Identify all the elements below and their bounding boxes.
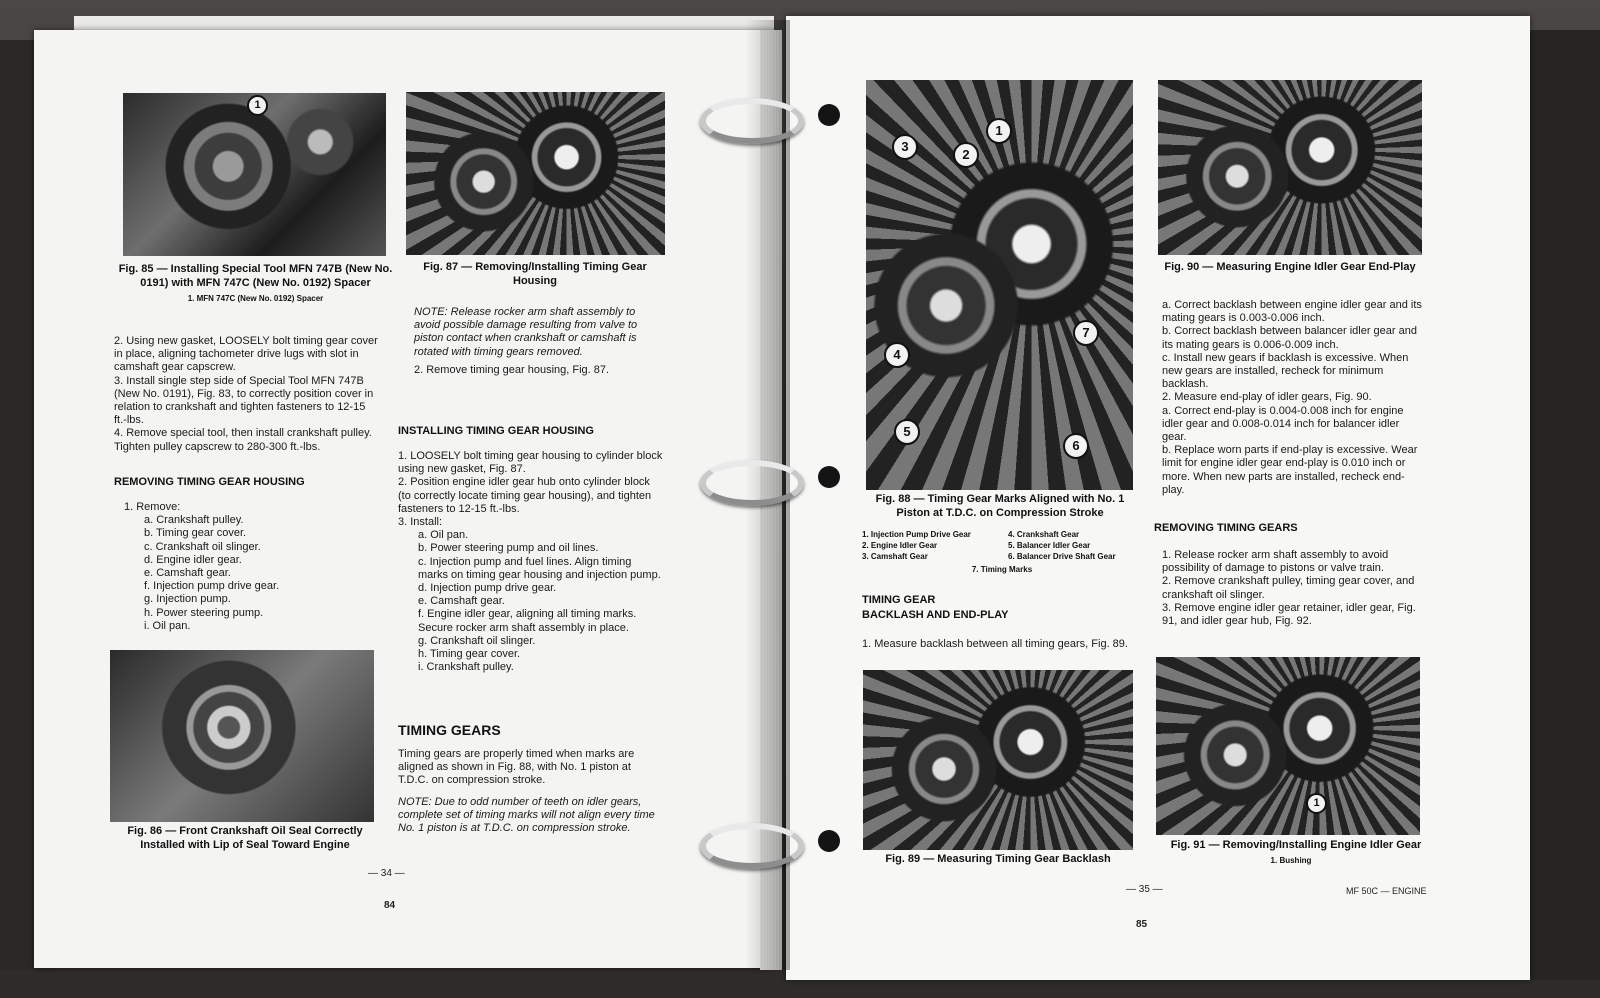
left-page — [34, 30, 776, 968]
legend-item: 6. Balancer Drive Shaft Gear — [1008, 552, 1116, 561]
fig91-callout: 1 — [1306, 793, 1327, 814]
spec-item: b. Correct backlash between balancer idler gear and its mating gears is 0.006-0.009 inch. — [1162, 325, 1417, 351]
fig85-caption: Fig. 85 — Installing Special Tool MFN 747B (New No. 0191) with MFN 747C (New No. 0192) Spacer — [118, 263, 393, 289]
install-item: a. Oil pan. — [418, 529, 469, 542]
fig87-photo — [406, 92, 665, 255]
removing-step: 2. Remove crankshaft pulley, timing gear cover, and crankshaft oil slinger. — [1162, 575, 1415, 601]
remove-item: b. Timing gear cover. — [144, 527, 247, 540]
spec-item: 2. Measure end-play of idler gears, Fig. 90. — [1162, 391, 1372, 404]
remove-item: d. Engine idler gear. — [144, 553, 242, 566]
removing-gears-steps — [1154, 549, 1426, 628]
legend-item: 2. Engine Idler Gear — [862, 541, 938, 550]
install-step: 3. Install: — [398, 516, 443, 529]
remove-intro: 1. Remove: — [124, 501, 181, 513]
install-step: 2. Position engine idler gear hub onto cylinder block (to correctly locate timing gear housing), and tighten fasteners to 12-15 ft.-lbs. — [398, 476, 652, 515]
fig88-callout-3: 3 — [892, 134, 918, 160]
fig89-caption: Fig. 89 — Measuring Timing Gear Backlash — [885, 853, 1111, 865]
fig88-caption: Fig. 88 — Timing Gear Marks Aligned with No. 1 Piston at T.D.C. on Compression Stroke — [875, 493, 1125, 519]
install-item: c. Injection pump and fuel lines. Align timing marks on timing gear housing and injection pump. — [418, 555, 661, 581]
fig88-callout-7: 7 — [1073, 320, 1099, 346]
install-item: e. Camshaft gear. — [418, 595, 505, 608]
fig86-caption: Fig. 86 — Front Crankshaft Oil Seal Correctly Installed with Lip of Seal Toward Engine — [127, 825, 363, 851]
binder-ring-top — [700, 98, 804, 144]
fig88-legend-right — [1008, 529, 1140, 562]
timing-gears-heading: TIMING GEARS — [398, 722, 501, 738]
fig86-photo — [110, 650, 374, 822]
remove-item: a. Crankshaft pulley. — [144, 514, 244, 527]
step-3: 3. Install single step side of Special Tool MFN 747B (New No. 0191), Fig. 83, to correctly position cover in relation to crankshaft and tighten fasteners to 12-15 ft.-lbs. — [114, 374, 374, 427]
punch-hole-bottom — [818, 830, 840, 852]
removing-gears-heading: REMOVING TIMING GEARS — [1154, 522, 1298, 534]
note-odd-teeth: NOTE: Due to odd number of teeth on idler gears, complete set of timing marks will not align every time No. 1 piston is at T.D.C. on compression stroke. — [398, 796, 655, 835]
remove-item: g. Injection pump. — [144, 593, 231, 606]
legend-item: 3. Camshaft Gear — [862, 552, 928, 561]
note-rocker-arm: NOTE: Release rocker arm shaft assembly to avoid possible damage resulting from valve to piston contact when crankshaft or camshaft is rotated with timing gears removed. — [414, 306, 638, 358]
removing-step: 1. Release rocker arm shaft assembly to avoid possibility of damage to pistons or valve train. — [1162, 549, 1389, 575]
fig91-caption: Fig. 91 — Removing/Installing Engine Idler Gear — [1170, 839, 1422, 851]
fig87-caption: Fig. 87 — Removing/Installing Timing Gear Housing — [423, 261, 647, 287]
legend-item: 5. Balancer Idler Gear — [1008, 541, 1091, 550]
install-item: d. Injection pump drive gear. — [418, 582, 557, 595]
fig85-callout: 1 — [247, 95, 268, 116]
fig88-callout-5: 5 — [894, 419, 920, 445]
binder-cover-right — [1530, 30, 1600, 980]
removing-housing-heading: REMOVING TIMING GEAR HOUSING — [114, 476, 305, 488]
punch-hole-middle — [818, 466, 840, 488]
fig89-photo — [863, 670, 1133, 850]
binder-ring-bottom — [700, 823, 804, 869]
remove-item: c. Crankshaft oil slinger. — [144, 540, 261, 553]
fig88-callout-6: 6 — [1063, 433, 1089, 459]
spec-item: c. Install new gears if backlash is excessive. When new gears are installed, recheck for minimum backlash. — [1162, 351, 1409, 391]
legend-item: 1. Injection Pump Drive Gear — [862, 530, 971, 539]
install-item: h. Timing gear cover. — [418, 648, 521, 661]
binder-ring-middle — [700, 460, 804, 506]
page-number-inner: — 34 — — [368, 868, 405, 879]
remove-list — [124, 501, 374, 633]
left-col1-steps — [114, 335, 380, 454]
backlash-specs — [1154, 299, 1426, 497]
fig85-legend: 1. MFN 747C (New No. 0192) Spacer — [187, 294, 324, 303]
step-2: 2. Using new gasket, LOOSELY bolt timing gear cover in place, aligning tachometer drive lugs with slot in camshaft gear capscrew. — [114, 335, 378, 374]
fig90-photo — [1158, 80, 1422, 255]
fig85-photo — [123, 93, 386, 256]
backlash-heading-2: BACKLASH AND END-PLAY — [862, 609, 1009, 621]
right-page — [786, 16, 1530, 980]
installing-housing-heading: INSTALLING TIMING GEAR HOUSING — [398, 425, 594, 437]
fig88-legend-left — [862, 529, 1012, 562]
spec-item: a. Correct end-play is 0.004-0.008 inch for engine idler gear and 0.008-0.014 inch for balancer idler gear. — [1162, 404, 1404, 444]
step-4: 4. Remove special tool, then install crankshaft pulley. Tighten pulley capscrew to 280-300 ft.-lbs. — [114, 427, 372, 453]
fig88-callout-2: 2 — [953, 142, 979, 168]
remove-item: f. Injection pump drive gear. — [144, 580, 280, 593]
remove-step-2: 2. Remove timing gear housing, Fig. 87. — [414, 364, 610, 376]
remove-item: e. Camshaft gear. — [144, 567, 231, 580]
install-list — [398, 450, 664, 674]
backlash-step-1: 1. Measure backlash between all timing gears, Fig. 89. — [862, 638, 1128, 650]
fig88-legend-bottom: 7. Timing Marks — [971, 565, 1033, 574]
fig91-legend: 1. Bushing — [1270, 856, 1312, 865]
spec-item: a. Correct backlash between engine idler gear and its mating gears is 0.003-0.006 inch. — [1162, 299, 1422, 325]
page-number-outer: 84 — [384, 900, 396, 911]
install-step: 1. LOOSELY bolt timing gear housing to cylinder block using new gasket, Fig. 87. — [398, 450, 663, 476]
fig88-photo — [866, 80, 1133, 490]
running-footer: MF 50C — ENGINE — [1346, 886, 1427, 896]
install-item: i. Crankshaft pulley. — [418, 661, 514, 674]
remove-item: i. Oil pan. — [144, 619, 191, 632]
fig88-callout-4: 4 — [884, 342, 910, 368]
legend-item: 4. Crankshaft Gear — [1008, 530, 1080, 539]
punch-hole-top — [818, 104, 840, 126]
page-number-outer: 85 — [1136, 919, 1148, 930]
remove-item: h. Power steering pump. — [144, 606, 264, 619]
fig91-photo — [1156, 657, 1420, 835]
timing-gears-paragraph: Timing gears are properly timed when marks are aligned as shown in Fig. 88, with No. 1 piston at T.D.C. on compression stroke. — [398, 748, 635, 787]
spec-item: b. Replace worn parts if end-play is excessive. Wear limit for engine idler gear end-play is 0.010 inch or more. When new parts are installed, recheck end-play. — [1162, 444, 1418, 496]
fig88-callout-1: 1 — [986, 118, 1012, 144]
install-item: g. Crankshaft oil slinger. — [418, 634, 536, 647]
fig90-caption: Fig. 90 — Measuring Engine Idler Gear End-Play — [1164, 261, 1416, 273]
install-item: f. Engine idler gear, aligning all timing marks. Secure rocker arm shaft assembly in place. — [418, 608, 637, 634]
page-number-inner: — 35 — — [1126, 884, 1163, 895]
backlash-heading-1: TIMING GEAR — [862, 594, 936, 606]
install-item: b. Power steering pump and oil lines. — [418, 542, 599, 555]
removing-step: 3. Remove engine idler gear retainer, idler gear, Fig. 91, and idler gear hub, Fig. 92. — [1162, 601, 1416, 628]
